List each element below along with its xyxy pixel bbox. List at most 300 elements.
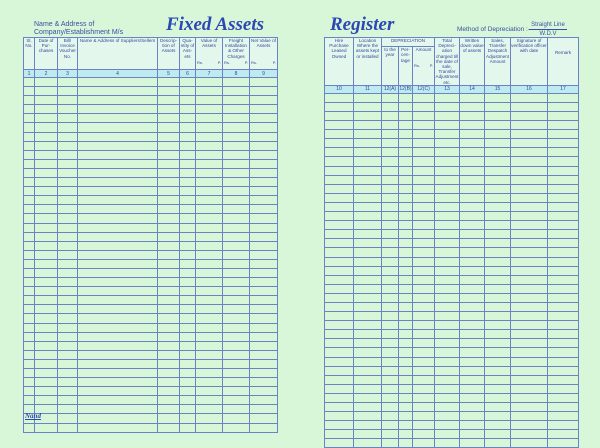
table-cell[interactable] <box>511 130 548 139</box>
table-cell[interactable] <box>485 175 511 184</box>
table-cell[interactable] <box>223 305 250 314</box>
table-cell[interactable] <box>354 439 382 448</box>
table-cell[interactable] <box>158 314 180 323</box>
table-cell[interactable] <box>35 150 58 159</box>
table-cell[interactable] <box>180 241 196 250</box>
table-cell[interactable] <box>58 196 78 205</box>
table-cell[interactable] <box>35 359 58 368</box>
table-cell[interactable] <box>548 312 579 321</box>
table-cell[interactable] <box>158 87 180 96</box>
table-cell[interactable] <box>382 239 399 248</box>
table-cell[interactable] <box>413 130 435 139</box>
table-cell[interactable] <box>250 196 278 205</box>
table-cell[interactable] <box>325 393 354 402</box>
table-cell[interactable] <box>399 175 413 184</box>
table-cell[interactable] <box>250 168 278 177</box>
table-cell[interactable] <box>382 257 399 266</box>
table-cell[interactable] <box>24 214 35 223</box>
table-cell[interactable] <box>382 366 399 375</box>
table-cell[interactable] <box>548 348 579 357</box>
table-cell[interactable] <box>196 378 223 387</box>
table-cell[interactable] <box>196 159 223 168</box>
table-cell[interactable] <box>196 369 223 378</box>
table-cell[interactable] <box>382 430 399 439</box>
table-cell[interactable] <box>354 248 382 257</box>
table-cell[interactable] <box>250 205 278 214</box>
table-cell[interactable] <box>460 212 485 221</box>
table-cell[interactable] <box>413 148 435 157</box>
table-cell[interactable] <box>354 184 382 193</box>
table-cell[interactable] <box>325 112 354 121</box>
table-cell[interactable] <box>511 375 548 384</box>
table-cell[interactable] <box>382 266 399 275</box>
table-cell[interactable] <box>399 202 413 211</box>
table-cell[interactable] <box>35 378 58 387</box>
table-cell[interactable] <box>196 141 223 150</box>
table-cell[interactable] <box>325 221 354 230</box>
table-cell[interactable] <box>78 414 158 423</box>
table-cell[interactable] <box>485 184 511 193</box>
table-cell[interactable] <box>460 348 485 357</box>
table-cell[interactable] <box>325 121 354 130</box>
table-cell[interactable] <box>511 202 548 211</box>
table-cell[interactable] <box>78 187 158 196</box>
table-cell[interactable] <box>399 257 413 266</box>
table-cell[interactable] <box>382 403 399 412</box>
table-cell[interactable] <box>413 257 435 266</box>
table-cell[interactable] <box>511 321 548 330</box>
table-cell[interactable] <box>399 375 413 384</box>
table-cell[interactable] <box>250 423 278 432</box>
table-cell[interactable] <box>78 387 158 396</box>
table-cell[interactable] <box>325 102 354 111</box>
table-cell[interactable] <box>354 348 382 357</box>
table-cell[interactable] <box>78 205 158 214</box>
table-cell[interactable] <box>460 275 485 284</box>
table-cell[interactable] <box>58 405 78 414</box>
table-cell[interactable] <box>460 412 485 421</box>
table-cell[interactable] <box>35 223 58 232</box>
table-cell[interactable] <box>413 212 435 221</box>
table-cell[interactable] <box>158 114 180 123</box>
table-cell[interactable] <box>223 105 250 114</box>
table-cell[interactable] <box>382 275 399 284</box>
table-cell[interactable] <box>460 221 485 230</box>
table-cell[interactable] <box>58 369 78 378</box>
table-cell[interactable] <box>399 148 413 157</box>
table-cell[interactable] <box>435 293 460 302</box>
table-cell[interactable] <box>196 232 223 241</box>
table-cell[interactable] <box>382 393 399 402</box>
table-cell[interactable] <box>485 157 511 166</box>
table-cell[interactable] <box>548 366 579 375</box>
table-cell[interactable] <box>223 205 250 214</box>
table-cell[interactable] <box>250 87 278 96</box>
table-cell[interactable] <box>223 196 250 205</box>
table-cell[interactable] <box>485 321 511 330</box>
table-cell[interactable] <box>180 296 196 305</box>
table-cell[interactable] <box>158 305 180 314</box>
table-cell[interactable] <box>435 193 460 202</box>
table-cell[interactable] <box>382 357 399 366</box>
table-cell[interactable] <box>511 239 548 248</box>
table-cell[interactable] <box>158 159 180 168</box>
table-cell[interactable] <box>548 239 579 248</box>
table-cell[interactable] <box>435 166 460 175</box>
table-cell[interactable] <box>24 332 35 341</box>
table-cell[interactable] <box>158 78 180 87</box>
table-cell[interactable] <box>485 166 511 175</box>
table-cell[interactable] <box>35 123 58 132</box>
table-cell[interactable] <box>35 314 58 323</box>
table-cell[interactable] <box>382 148 399 157</box>
table-cell[interactable] <box>158 205 180 214</box>
table-cell[interactable] <box>196 178 223 187</box>
table-cell[interactable] <box>35 132 58 141</box>
table-cell[interactable] <box>58 87 78 96</box>
table-cell[interactable] <box>35 114 58 123</box>
table-cell[interactable] <box>35 241 58 250</box>
table-cell[interactable] <box>325 302 354 311</box>
table-cell[interactable] <box>180 405 196 414</box>
table-cell[interactable] <box>548 266 579 275</box>
table-cell[interactable] <box>548 93 579 102</box>
table-cell[interactable] <box>548 175 579 184</box>
table-cell[interactable] <box>58 232 78 241</box>
table-cell[interactable] <box>460 439 485 448</box>
table-cell[interactable] <box>180 168 196 177</box>
table-cell[interactable] <box>460 166 485 175</box>
table-cell[interactable] <box>24 150 35 159</box>
table-cell[interactable] <box>24 96 35 105</box>
table-cell[interactable] <box>24 78 35 87</box>
table-cell[interactable] <box>325 312 354 321</box>
table-cell[interactable] <box>78 250 158 259</box>
table-cell[interactable] <box>548 157 579 166</box>
table-cell[interactable] <box>250 305 278 314</box>
table-cell[interactable] <box>485 230 511 239</box>
table-cell[interactable] <box>382 248 399 257</box>
table-cell[interactable] <box>485 412 511 421</box>
table-cell[interactable] <box>548 384 579 393</box>
table-cell[interactable] <box>354 366 382 375</box>
table-cell[interactable] <box>196 78 223 87</box>
table-cell[interactable] <box>460 421 485 430</box>
table-cell[interactable] <box>180 332 196 341</box>
table-cell[interactable] <box>399 293 413 302</box>
table-cell[interactable] <box>35 350 58 359</box>
table-cell[interactable] <box>78 396 158 405</box>
table-cell[interactable] <box>435 184 460 193</box>
table-cell[interactable] <box>250 350 278 359</box>
table-cell[interactable] <box>196 223 223 232</box>
table-cell[interactable] <box>35 205 58 214</box>
table-cell[interactable] <box>180 223 196 232</box>
table-cell[interactable] <box>460 102 485 111</box>
table-cell[interactable] <box>78 405 158 414</box>
table-cell[interactable] <box>399 112 413 121</box>
table-cell[interactable] <box>382 439 399 448</box>
table-cell[interactable] <box>78 296 158 305</box>
table-cell[interactable] <box>325 230 354 239</box>
table-cell[interactable] <box>382 175 399 184</box>
table-cell[interactable] <box>250 378 278 387</box>
table-cell[interactable] <box>435 430 460 439</box>
table-cell[interactable] <box>382 93 399 102</box>
table-cell[interactable] <box>511 439 548 448</box>
table-cell[interactable] <box>180 96 196 105</box>
table-cell[interactable] <box>399 430 413 439</box>
table-cell[interactable] <box>35 214 58 223</box>
table-cell[interactable] <box>78 178 158 187</box>
table-cell[interactable] <box>413 230 435 239</box>
table-cell[interactable] <box>58 205 78 214</box>
table-cell[interactable] <box>485 375 511 384</box>
table-cell[interactable] <box>223 387 250 396</box>
table-cell[interactable] <box>223 341 250 350</box>
table-cell[interactable] <box>223 396 250 405</box>
table-cell[interactable] <box>460 139 485 148</box>
table-cell[interactable] <box>223 232 250 241</box>
table-cell[interactable] <box>460 257 485 266</box>
table-cell[interactable] <box>78 214 158 223</box>
table-cell[interactable] <box>511 193 548 202</box>
table-cell[interactable] <box>413 102 435 111</box>
table-cell[interactable] <box>24 87 35 96</box>
table-cell[interactable] <box>511 166 548 175</box>
table-cell[interactable] <box>24 159 35 168</box>
table-cell[interactable] <box>180 132 196 141</box>
table-cell[interactable] <box>435 239 460 248</box>
table-cell[interactable] <box>413 403 435 412</box>
table-cell[interactable] <box>223 278 250 287</box>
table-cell[interactable] <box>78 314 158 323</box>
table-cell[interactable] <box>485 384 511 393</box>
table-cell[interactable] <box>78 259 158 268</box>
table-cell[interactable] <box>399 330 413 339</box>
table-cell[interactable] <box>399 393 413 402</box>
table-cell[interactable] <box>158 278 180 287</box>
table-cell[interactable] <box>78 78 158 87</box>
table-cell[interactable] <box>399 212 413 221</box>
table-cell[interactable] <box>413 330 435 339</box>
table-cell[interactable] <box>511 330 548 339</box>
table-cell[interactable] <box>196 359 223 368</box>
table-cell[interactable] <box>435 384 460 393</box>
table-cell[interactable] <box>511 112 548 121</box>
table-cell[interactable] <box>548 202 579 211</box>
table-cell[interactable] <box>548 193 579 202</box>
table-cell[interactable] <box>35 341 58 350</box>
table-cell[interactable] <box>435 330 460 339</box>
table-cell[interactable] <box>223 159 250 168</box>
table-cell[interactable] <box>78 378 158 387</box>
table-cell[interactable] <box>196 114 223 123</box>
table-cell[interactable] <box>460 430 485 439</box>
table-cell[interactable] <box>435 403 460 412</box>
table-cell[interactable] <box>485 202 511 211</box>
table-cell[interactable] <box>223 141 250 150</box>
table-cell[interactable] <box>223 250 250 259</box>
table-cell[interactable] <box>399 339 413 348</box>
table-cell[interactable] <box>223 414 250 423</box>
table-cell[interactable] <box>354 275 382 284</box>
table-cell[interactable] <box>511 93 548 102</box>
table-cell[interactable] <box>399 193 413 202</box>
table-cell[interactable] <box>35 105 58 114</box>
table-cell[interactable] <box>250 250 278 259</box>
table-cell[interactable] <box>413 430 435 439</box>
table-cell[interactable] <box>78 168 158 177</box>
table-cell[interactable] <box>223 214 250 223</box>
table-cell[interactable] <box>435 248 460 257</box>
table-cell[interactable] <box>511 221 548 230</box>
table-cell[interactable] <box>58 305 78 314</box>
table-cell[interactable] <box>548 257 579 266</box>
table-cell[interactable] <box>511 339 548 348</box>
table-cell[interactable] <box>223 132 250 141</box>
table-cell[interactable] <box>460 403 485 412</box>
table-cell[interactable] <box>354 293 382 302</box>
table-cell[interactable] <box>460 266 485 275</box>
table-cell[interactable] <box>158 396 180 405</box>
table-cell[interactable] <box>354 112 382 121</box>
table-cell[interactable] <box>511 139 548 148</box>
table-cell[interactable] <box>413 421 435 430</box>
table-cell[interactable] <box>413 321 435 330</box>
table-cell[interactable] <box>78 132 158 141</box>
table-cell[interactable] <box>250 123 278 132</box>
table-cell[interactable] <box>158 150 180 159</box>
table-cell[interactable] <box>325 175 354 184</box>
table-cell[interactable] <box>250 114 278 123</box>
table-cell[interactable] <box>196 278 223 287</box>
table-cell[interactable] <box>223 268 250 277</box>
table-cell[interactable] <box>382 330 399 339</box>
table-cell[interactable] <box>460 184 485 193</box>
table-cell[interactable] <box>223 350 250 359</box>
table-cell[interactable] <box>399 139 413 148</box>
table-cell[interactable] <box>24 378 35 387</box>
table-cell[interactable] <box>180 123 196 132</box>
table-cell[interactable] <box>399 412 413 421</box>
table-cell[interactable] <box>460 193 485 202</box>
table-cell[interactable] <box>58 168 78 177</box>
table-cell[interactable] <box>325 275 354 284</box>
table-cell[interactable] <box>413 312 435 321</box>
table-cell[interactable] <box>354 312 382 321</box>
table-cell[interactable] <box>180 105 196 114</box>
table-cell[interactable] <box>196 205 223 214</box>
table-cell[interactable] <box>511 248 548 257</box>
table-cell[interactable] <box>158 332 180 341</box>
table-cell[interactable] <box>413 302 435 311</box>
table-cell[interactable] <box>180 187 196 196</box>
table-cell[interactable] <box>58 341 78 350</box>
table-cell[interactable] <box>413 184 435 193</box>
table-cell[interactable] <box>354 202 382 211</box>
table-cell[interactable] <box>413 166 435 175</box>
table-cell[interactable] <box>485 430 511 439</box>
table-cell[interactable] <box>511 403 548 412</box>
table-cell[interactable] <box>485 248 511 257</box>
table-cell[interactable] <box>399 121 413 130</box>
table-cell[interactable] <box>325 93 354 102</box>
table-cell[interactable] <box>24 341 35 350</box>
table-cell[interactable] <box>354 321 382 330</box>
table-cell[interactable] <box>35 159 58 168</box>
table-cell[interactable] <box>180 232 196 241</box>
table-cell[interactable] <box>78 241 158 250</box>
table-cell[interactable] <box>325 130 354 139</box>
table-cell[interactable] <box>180 78 196 87</box>
table-cell[interactable] <box>24 369 35 378</box>
table-cell[interactable] <box>35 232 58 241</box>
table-cell[interactable] <box>548 166 579 175</box>
table-cell[interactable] <box>180 87 196 96</box>
table-cell[interactable] <box>196 405 223 414</box>
table-cell[interactable] <box>485 239 511 248</box>
table-cell[interactable] <box>435 148 460 157</box>
table-cell[interactable] <box>548 121 579 130</box>
table-cell[interactable] <box>24 259 35 268</box>
table-cell[interactable] <box>399 248 413 257</box>
table-cell[interactable] <box>78 232 158 241</box>
table-cell[interactable] <box>511 421 548 430</box>
table-cell[interactable] <box>35 396 58 405</box>
table-cell[interactable] <box>413 439 435 448</box>
table-cell[interactable] <box>548 221 579 230</box>
table-cell[interactable] <box>511 102 548 111</box>
table-cell[interactable] <box>325 266 354 275</box>
table-cell[interactable] <box>78 114 158 123</box>
table-cell[interactable] <box>382 412 399 421</box>
table-cell[interactable] <box>354 393 382 402</box>
table-cell[interactable] <box>399 184 413 193</box>
table-cell[interactable] <box>250 187 278 196</box>
table-cell[interactable] <box>325 421 354 430</box>
table-cell[interactable] <box>435 366 460 375</box>
table-cell[interactable] <box>511 312 548 321</box>
table-cell[interactable] <box>180 159 196 168</box>
table-cell[interactable] <box>485 421 511 430</box>
table-cell[interactable] <box>35 332 58 341</box>
table-cell[interactable] <box>250 241 278 250</box>
table-cell[interactable] <box>399 130 413 139</box>
table-cell[interactable] <box>325 339 354 348</box>
table-cell[interactable] <box>354 421 382 430</box>
table-cell[interactable] <box>399 93 413 102</box>
table-cell[interactable] <box>223 423 250 432</box>
table-cell[interactable] <box>413 221 435 230</box>
table-cell[interactable] <box>413 348 435 357</box>
table-cell[interactable] <box>435 157 460 166</box>
table-cell[interactable] <box>511 384 548 393</box>
table-cell[interactable] <box>485 403 511 412</box>
table-cell[interactable] <box>485 139 511 148</box>
table-cell[interactable] <box>382 212 399 221</box>
table-cell[interactable] <box>413 239 435 248</box>
table-cell[interactable] <box>413 357 435 366</box>
table-cell[interactable] <box>354 121 382 130</box>
table-cell[interactable] <box>511 148 548 157</box>
table-cell[interactable] <box>250 214 278 223</box>
table-cell[interactable] <box>382 130 399 139</box>
table-cell[interactable] <box>78 323 158 332</box>
table-cell[interactable] <box>78 123 158 132</box>
table-cell[interactable] <box>354 148 382 157</box>
table-cell[interactable] <box>485 357 511 366</box>
